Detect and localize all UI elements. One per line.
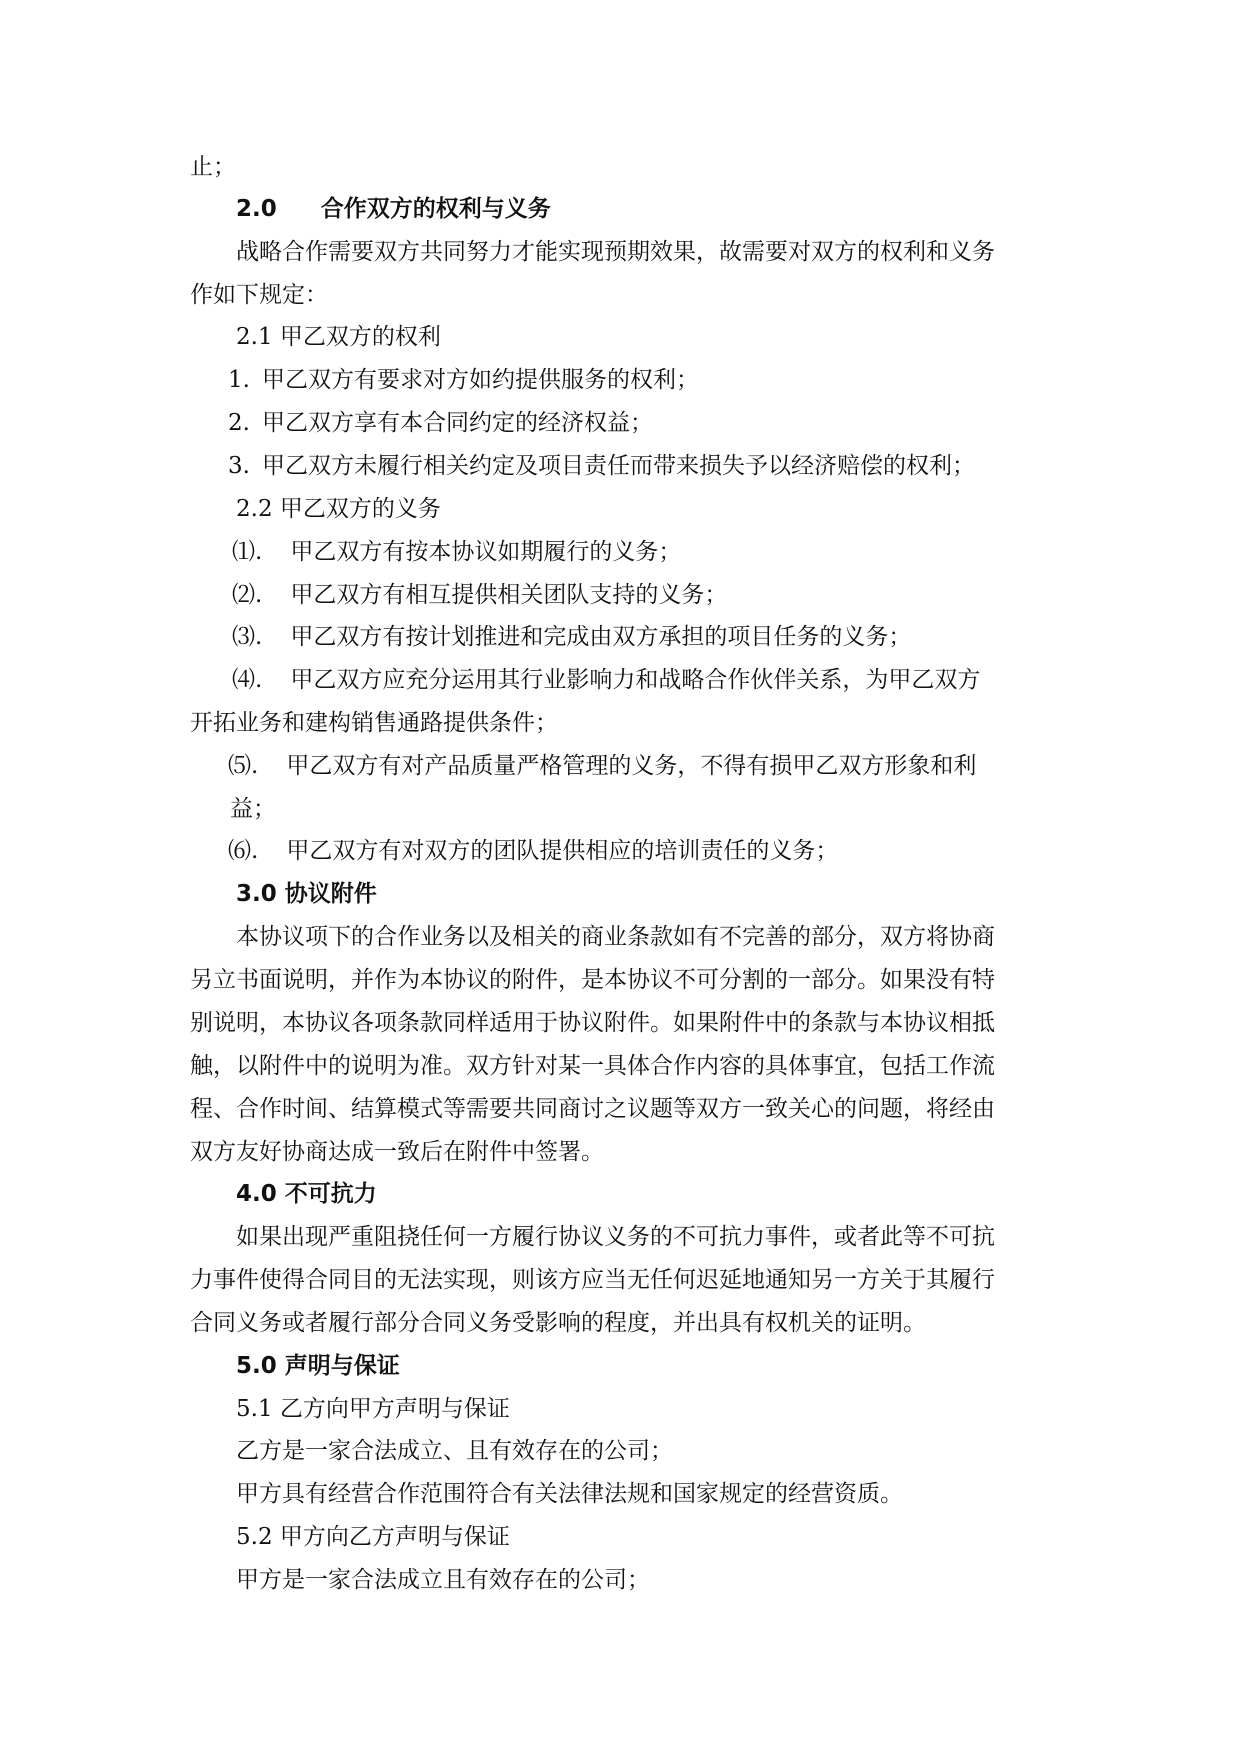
list-item <box>232 622 911 652</box>
section-heading-4-0: 4.0 不可抗力 <box>236 1181 377 1207</box>
list-item <box>228 836 838 866</box>
list-item-continuation: 开拓业务和建构销售通路提供条件； <box>190 710 558 736</box>
list-number: ⑷. <box>232 667 263 693</box>
list-item <box>232 580 727 610</box>
paragraph-line: 触，以附件中的说明为准。双方针对某一具体合作内容的具体事宜，包括工作流 <box>190 1053 995 1079</box>
section-heading-3-0: 3.0 协议附件 <box>236 881 377 907</box>
list-number: ⑴. <box>232 539 263 565</box>
section-title: 合作双方的权利与义务 <box>320 196 551 222</box>
list-item <box>232 665 980 695</box>
section-heading-2-0 <box>236 194 551 224</box>
list-item <box>228 451 975 481</box>
paragraph-line: 本协议项下的合作业务以及相关的商业条款如有不完善的部分，双方将协商 <box>236 924 995 950</box>
list-item <box>228 365 699 395</box>
paragraph-line: 如果出现严重阻挠任何一方履行协议义务的不可抗力事件，或者此等不可抗 <box>236 1224 995 1250</box>
subsection-heading-2-2: 2.2 甲乙双方的义务 <box>236 496 441 522</box>
list-number: 2. <box>228 410 250 436</box>
list-number: 1. <box>228 367 250 393</box>
paragraph-line: 乙方是一家合法成立、且有效存在的公司； <box>236 1438 673 1464</box>
subsection-heading-2-1: 2.1 甲乙双方的权利 <box>236 324 441 350</box>
section-number: 2.0 <box>236 196 277 222</box>
list-number: ⑹. <box>228 838 259 864</box>
list-text: 甲乙双方有对产品质量严格管理的义务，不得有损甲乙双方形象和利 <box>286 753 977 779</box>
list-text: 甲乙双方有按本协议如期履行的义务； <box>290 539 682 565</box>
list-text: 甲乙双方有按计划推进和完成由双方承担的项目任务的义务； <box>290 624 912 650</box>
list-text: 甲乙双方有要求对方如约提供服务的权利； <box>261 367 699 393</box>
list-text: 甲乙双方有对双方的团队提供相应的培训责任的义务； <box>286 838 839 864</box>
text-line: 止； <box>190 154 236 180</box>
list-text: 甲乙双方应充分运用其行业影响力和战略合作伙伴关系，为甲乙双方 <box>290 667 981 693</box>
paragraph-line: 力事件使得合同目的无法实现，则该方应当无任何迟延地通知另一方关于其履行 <box>190 1267 995 1293</box>
paragraph-line: 甲方是一家合法成立且有效存在的公司； <box>236 1567 650 1593</box>
paragraph-line: 双方友好协商达成一致后在附件中签署。 <box>190 1139 604 1165</box>
list-item <box>228 408 653 438</box>
paragraph-line: 别说明，本协议各项条款同样适用于协议附件。如果附件中的条款与本协议相抵 <box>190 1010 995 1036</box>
paragraph-line: 作如下规定： <box>190 282 328 308</box>
subsection-heading-5-2: 5.2 甲方向乙方声明与保证 <box>236 1524 510 1550</box>
list-item-continuation: 益； <box>230 796 276 822</box>
list-item <box>228 751 976 781</box>
list-number: ⑸. <box>228 753 259 779</box>
subsection-heading-5-1: 5.1 乙方向甲方声明与保证 <box>236 1396 510 1422</box>
list-number: ⑵. <box>232 582 263 608</box>
paragraph-line: 战略合作需要双方共同努力才能实现预期效果，故需要对双方的权利和义务 <box>236 239 995 265</box>
section-heading-5-0: 5.0 声明与保证 <box>236 1353 400 1379</box>
list-text: 甲乙双方享有本合同约定的经济权益； <box>261 410 653 436</box>
list-number: 3. <box>228 453 250 479</box>
paragraph-line: 合同义务或者履行部分合同义务受影响的程度，并出具有权机关的证明。 <box>190 1310 926 1336</box>
list-text: 甲乙双方未履行相关约定及项目责任而带来损失予以经济赔偿的权利； <box>261 453 975 479</box>
paragraph-line: 甲方具有经营合作范围符合有关法律法规和国家规定的经营资质。 <box>236 1481 903 1507</box>
list-text: 甲乙双方有相互提供相关团队支持的义务； <box>290 582 728 608</box>
paragraph-line: 程、合作时间、结算模式等需要共同商讨之议题等双方一致关心的问题，将经由 <box>190 1096 995 1122</box>
paragraph-line: 另立书面说明，并作为本协议的附件，是本协议不可分割的一部分。如果没有特 <box>190 967 995 993</box>
list-item <box>232 537 681 567</box>
list-number: ⑶. <box>232 624 263 650</box>
